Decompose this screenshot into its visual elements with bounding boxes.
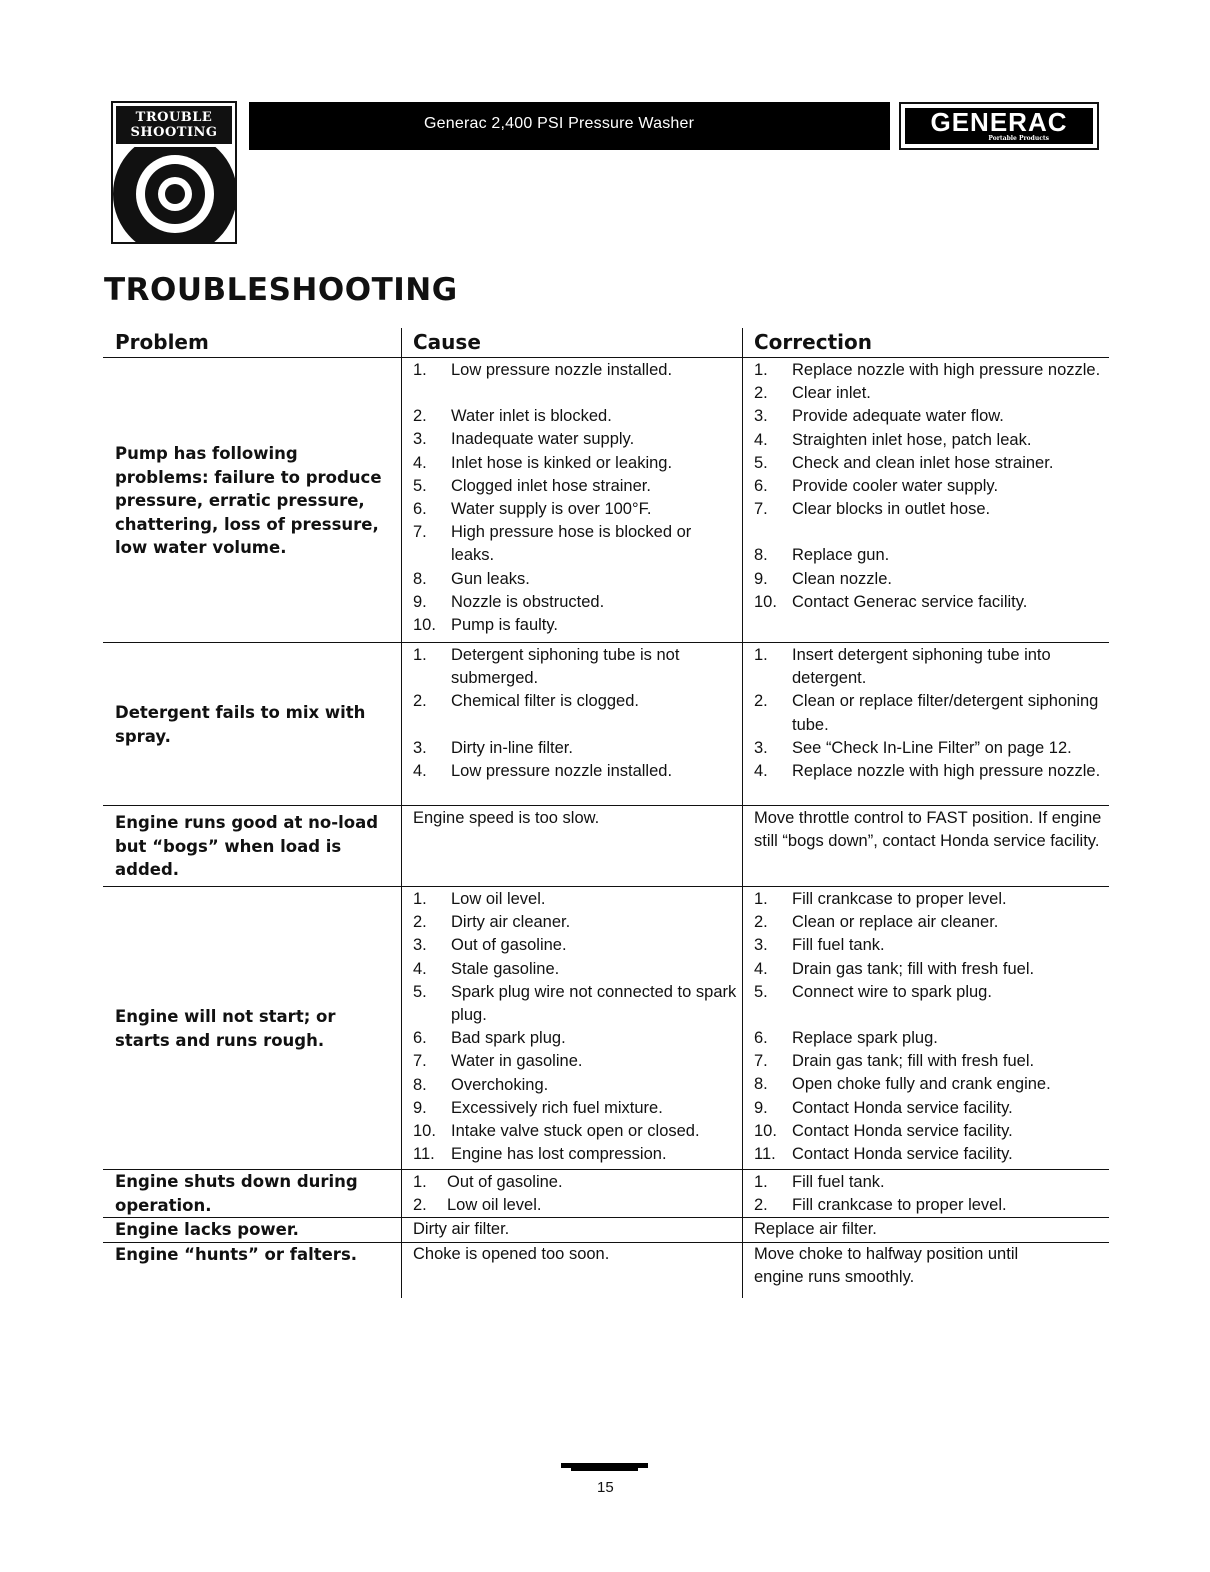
item-text: Insert detergent siphoning tube into detergent. [792, 646, 1051, 688]
list-item [754, 1120, 1109, 1143]
item-text: Out of gasoline. [451, 936, 567, 955]
item-number: 2. [754, 692, 768, 711]
item-text: Low oil level. [447, 1196, 542, 1215]
item-number: 2. [754, 1196, 768, 1215]
list-item [754, 1194, 1109, 1217]
item-text: Straighten inlet hose, patch leak. [792, 430, 1032, 449]
row-divider [103, 805, 1109, 806]
item-text: Pump is faulty. [451, 616, 558, 635]
item-number: 9. [754, 569, 768, 588]
item-text: Chemical filter is clogged. [451, 692, 639, 711]
problem-cell: Detergent fails to mix with spray. [115, 703, 366, 746]
list-item [413, 428, 738, 451]
brand-logo [899, 102, 1099, 150]
item-text: Low oil level. [451, 890, 546, 908]
item-text: Low pressure nozzle installed. [451, 361, 673, 379]
item-number: 3. [754, 738, 768, 757]
problem-cell: Engine will not start; or starts and runs rough. [115, 1007, 336, 1050]
list-item [754, 429, 1109, 452]
item-number: 1. [754, 1173, 768, 1191]
item-text: Contact Honda service facility. [792, 1121, 1013, 1140]
item-number: 11. [413, 1145, 435, 1164]
item-text: High pressure hose is blocked or leaks. [451, 523, 692, 565]
list-item [413, 958, 738, 981]
item-text: Replace nozzle with high pressure nozzle. [792, 361, 1101, 379]
item-text: Fill fuel tank. [792, 1173, 885, 1191]
item-text: Fill fuel tank. [792, 936, 885, 955]
list-item [754, 690, 1109, 736]
list-item [754, 1171, 1109, 1194]
brand-name: GENERAC [930, 107, 1068, 137]
item-text: Provide cooler water supply. [792, 477, 999, 496]
list-item [754, 934, 1109, 957]
correction-list [754, 888, 1109, 1166]
cause-list [413, 644, 738, 783]
column-divider-2 [742, 328, 743, 1298]
document-title: Generac 2,400 PSI Pressure Washer [424, 115, 695, 132]
item-text: Contact Generac service facility. [792, 592, 1028, 611]
logo-line-1: TROUBLE [135, 110, 213, 125]
item-text: Inadequate water supply. [451, 430, 635, 449]
item-number: 7. [754, 500, 768, 519]
item-number: 5. [754, 982, 768, 1001]
list-item [413, 591, 738, 614]
item-number: 2. [413, 913, 427, 932]
item-number: 6. [754, 477, 768, 496]
list-item [754, 644, 1109, 690]
cause-list [413, 1171, 738, 1217]
correction-list [754, 644, 1109, 783]
list-item [754, 498, 1109, 521]
row-divider [103, 886, 1109, 887]
item-number: 2. [754, 913, 768, 932]
item-number: 10. [754, 592, 777, 611]
item-number: 4. [413, 453, 427, 472]
list-item [413, 614, 738, 637]
row-divider [103, 642, 1109, 643]
item-text: Open choke fully and crank engine. [792, 1075, 1051, 1094]
cause-list [413, 359, 738, 637]
item-number: 10. [413, 1122, 436, 1141]
item-text: Clear inlet. [792, 384, 871, 403]
item-text: Intake valve stuck open or closed. [451, 1122, 700, 1141]
troubleshooting-table [103, 328, 1109, 1298]
item-number: 4. [754, 430, 768, 449]
item-number: 8. [413, 569, 427, 588]
item-text: Check and clean inlet hose strainer. [792, 453, 1054, 472]
list-item [754, 1027, 1109, 1050]
item-text: See “Check In-Line Filter” on page 12. [792, 738, 1072, 757]
list-item [413, 1171, 738, 1194]
list-item [413, 690, 738, 713]
item-text: Detergent siphoning tube is not submerged. [451, 646, 680, 688]
list-item [413, 1074, 738, 1097]
item-number: 1. [413, 646, 427, 664]
problem-cell: Engine “hunts” or falters. [115, 1245, 358, 1264]
item-number: 1. [413, 361, 427, 379]
item-text: Provide adequate water flow. [792, 407, 1004, 426]
item-number: 9. [754, 1098, 768, 1117]
page-number: 15 [597, 1479, 614, 1496]
item-text: Replace gun. [792, 546, 890, 565]
list-item [754, 475, 1109, 498]
list-item [413, 1050, 738, 1073]
item-text: Water inlet is blocked. [451, 407, 612, 426]
item-text: Bad spark plug. [451, 1029, 566, 1048]
item-number: 1. [754, 646, 768, 664]
list-item [413, 1027, 738, 1050]
item-text: Engine has lost compression. [451, 1145, 667, 1164]
document-title-bar [249, 102, 890, 150]
item-text: Excessively rich fuel mixture. [451, 1098, 663, 1117]
list-item [754, 568, 1109, 591]
item-number: 3. [754, 407, 768, 426]
cause-text: Choke is opened too soon. [413, 1245, 610, 1263]
list-item [413, 498, 738, 521]
list-item [413, 1120, 738, 1143]
item-text: Drain gas tank; fill with fresh fuel. [792, 1052, 1035, 1071]
list-item [413, 934, 738, 957]
item-number: 6. [754, 1029, 768, 1048]
list-item [754, 591, 1109, 614]
list-item [754, 958, 1109, 981]
cause-text: Dirty air filter. [413, 1220, 510, 1238]
item-text: Clean or replace air cleaner. [792, 913, 999, 932]
item-text: Clogged inlet hose strainer. [451, 476, 651, 495]
item-text: Spark plug wire not connected to spark plug. [451, 982, 737, 1025]
list-item [413, 911, 738, 934]
page-title: TROUBLESHOOTING [104, 272, 458, 308]
item-number: 1. [754, 890, 768, 908]
item-number: 1. [413, 1173, 427, 1191]
item-number: 10. [413, 616, 436, 635]
item-text: Nozzle is obstructed. [451, 592, 605, 611]
correction-text: Replace air filter. [754, 1220, 877, 1238]
list-item [413, 644, 738, 690]
item-text: Inlet hose is kinked or leaking. [451, 453, 673, 472]
column-header-cause: Cause [413, 330, 481, 354]
item-number: 7. [754, 1052, 768, 1071]
list-item [413, 1194, 738, 1217]
item-number: 9. [413, 592, 427, 611]
list-item [413, 981, 738, 1027]
list-item [754, 405, 1109, 428]
correction-list [754, 359, 1109, 614]
item-number: 4. [413, 959, 427, 978]
item-text: Overchoking. [451, 1075, 549, 1094]
list-item [754, 1073, 1109, 1096]
list-item [413, 405, 738, 428]
item-number: 6. [413, 500, 427, 519]
item-number: 7. [413, 523, 427, 542]
list-item [754, 1050, 1109, 1073]
footer-bar [561, 1463, 648, 1468]
correction-text: Move throttle control to FAST position. If engine still “bogs down”, contact Honda service facility. [754, 809, 1102, 851]
column-header-problem: Problem [115, 330, 209, 354]
item-number: 11. [754, 1145, 776, 1164]
item-number: 3. [413, 430, 427, 449]
item-number: 8. [754, 1075, 768, 1094]
list-item [413, 568, 738, 591]
item-number: 2. [754, 384, 768, 403]
column-header-correction: Correction [754, 330, 872, 354]
item-number: 4. [413, 761, 427, 780]
item-text: Clear blocks in outlet hose. [792, 500, 991, 519]
list-item [754, 1097, 1109, 1120]
item-text: Contact Honda service facility. [792, 1098, 1013, 1117]
item-number: 3. [754, 936, 768, 955]
brand-subtitle: Portable Products [988, 135, 1049, 142]
item-number: 1. [754, 361, 768, 379]
item-text: Drain gas tank; fill with fresh fuel. [792, 959, 1035, 978]
item-text: Clean or replace filter/detergent siphoning tube. [792, 692, 1099, 734]
item-text: Fill crankcase to proper level. [792, 890, 1007, 908]
list-item [754, 382, 1109, 405]
problem-cell: Engine runs good at no-load but “bogs” when load is added. [115, 813, 379, 879]
list-item [413, 1143, 738, 1166]
item-number: 8. [413, 1075, 427, 1094]
item-number: 2. [413, 407, 427, 426]
item-text: Replace spark plug. [792, 1029, 938, 1048]
item-number: 7. [413, 1052, 427, 1071]
logo-band [116, 106, 232, 144]
list-item [413, 737, 738, 760]
list-item [754, 359, 1109, 382]
item-text: Gun leaks. [451, 569, 530, 588]
list-item [754, 544, 1109, 567]
list-item [754, 888, 1109, 911]
troubleshooting-logo [111, 101, 237, 244]
item-text: Low pressure nozzle installed. [451, 761, 673, 780]
item-number: 3. [413, 936, 427, 955]
problem-cell: Engine shuts down during operation. [115, 1172, 358, 1215]
logo-line-2: SHOOTING [130, 125, 218, 140]
item-number: 5. [413, 982, 427, 1001]
item-number: 2. [413, 1196, 427, 1215]
list-item [413, 888, 738, 911]
item-number: 2. [413, 692, 427, 711]
item-text: Dirty air cleaner. [451, 913, 571, 932]
problem-cell: Pump has following problems: failure to produce pressure, erratic pressure, chattering, loss of pressure, low water volume. [115, 444, 382, 557]
brand-logo-inner [905, 108, 1093, 144]
list-item [413, 452, 738, 475]
item-number: 1. [413, 890, 427, 908]
list-item [754, 981, 1109, 1004]
list-item [754, 1143, 1109, 1166]
list-item [413, 359, 738, 382]
item-text: Out of gasoline. [447, 1173, 563, 1191]
item-text: Stale gasoline. [451, 959, 560, 978]
item-number: 4. [754, 762, 768, 781]
item-number: 5. [754, 453, 768, 472]
correction-text: Move choke to halfway position until engine runs smoothly. [754, 1245, 1019, 1287]
list-item [754, 452, 1109, 475]
list-item [413, 760, 738, 783]
item-number: 9. [413, 1098, 427, 1117]
item-number: 4. [754, 959, 768, 978]
item-text: Replace nozzle with high pressure nozzle. [792, 762, 1101, 781]
cause-text: Engine speed is too slow. [413, 809, 600, 827]
item-text: Clean nozzle. [792, 569, 892, 588]
item-text: Dirty in-line filter. [451, 738, 573, 757]
header-rule [103, 357, 1109, 358]
item-number: 8. [754, 546, 768, 565]
item-number: 6. [413, 1029, 427, 1048]
item-number: 3. [413, 738, 427, 757]
cause-list [413, 888, 738, 1166]
list-item [754, 760, 1109, 783]
list-item [413, 521, 738, 567]
target-icon [113, 147, 235, 242]
item-text: Connect wire to spark plug. [792, 982, 992, 1001]
item-text: Water in gasoline. [451, 1052, 583, 1071]
item-number: 10. [754, 1121, 777, 1140]
problem-cell: Engine lacks power. [115, 1220, 299, 1239]
correction-list [754, 1171, 1109, 1217]
list-item [754, 737, 1109, 760]
item-text: Water supply is over 100°F. [451, 500, 652, 519]
list-item [754, 911, 1109, 934]
item-text: Fill crankcase to proper level. [792, 1196, 1007, 1215]
item-text: Contact Honda service facility. [792, 1145, 1013, 1164]
list-item [413, 475, 738, 498]
column-divider-1 [401, 328, 402, 1298]
list-item [413, 1097, 738, 1120]
item-number: 5. [413, 476, 427, 495]
